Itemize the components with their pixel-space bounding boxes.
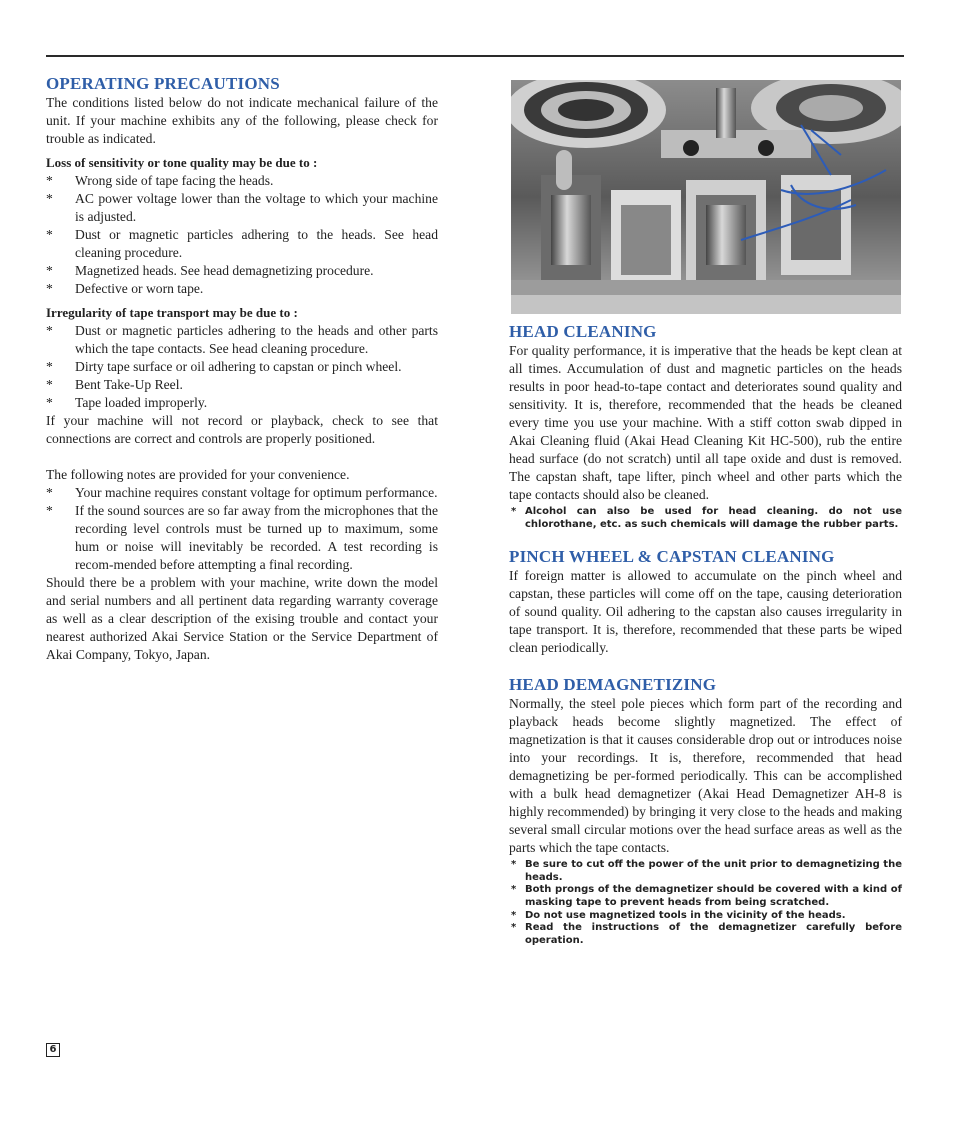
convenience-intro: The following notes are provided for your convenience.: [46, 467, 350, 482]
list-item: * Magnetized heads. See head demagnetizing procedure.: [46, 262, 438, 280]
tape-head-assembly-photo: [511, 80, 901, 314]
head-cleaning-notes: [509, 506, 902, 531]
operating-intro: The conditions listed below do not indicate mechanical failure of the unit. If your machine exhibits any of the following, please check for trouble as indicated.: [46, 95, 438, 146]
list-item: * Be sure to cut off the power of the unit prior to demagnetizing the heads.: [509, 859, 902, 884]
pinch-wheel-body: If foreign matter is allowed to accumulate on the pinch wheel and capstan, these particles will come off on the tape, causing deterioration of sound quality. Oil adhering to the capstan also causes irregularity in tape transport. It is, therefore, recommended that these parts be wiped clean periodically.: [509, 568, 902, 656]
pinch-wheel-heading: PINCH WHEEL & CAPSTAN CLEANING: [509, 547, 835, 567]
top-rule: [46, 55, 904, 57]
loss-heading: Loss of sensitivity or tone quality may be due to :: [46, 155, 318, 170]
head-cleaning-body: For quality performance, it is imperative that the heads be kept clean at all times. Accumulation of dust and magnetic particles on the heads results in poor head-to-tape contact and deteriorates sound quality and sensitivity. It is, therefore, recommended that the heads be cleaned every time you use your machine. With a stiff cotton swab dipped in Akai Cleaning fluid (Akai Head Cleaning Kit HC-500), rub the entire head surface (do not scratch) until all tape oxide and dust is removed. The capstan shaft, tape lifter, pinch wheel and other parts which the tape contacts should also be cleaned.: [509, 343, 902, 502]
demag-notes: [509, 859, 902, 947]
right-column: [509, 322, 902, 947]
list-item: * Your machine requires constant voltage for optimum performance.: [46, 484, 438, 502]
list-item: * Dust or magnetic particles adhering to the heads and other parts which the tape contacts. See head cleaning procedure.: [46, 322, 438, 358]
list-item: * If the sound sources are so far away from the microphones that the recording level controls must be turned up to maximum, some hum or noise will inevitably be recorded. A test recording is recom-mended before attempting a final recording.: [46, 502, 438, 574]
list-item: * AC power voltage lower than the voltage to which your machine is adjusted.: [46, 190, 438, 226]
loss-list: [46, 172, 438, 298]
list-item: * Dirty tape surface or oil adhering to capstan or pinch wheel.: [46, 358, 438, 376]
problem-note: Should there be a problem with your machine, write down the model and serial numbers and all pertinent data regarding warranty coverage as well as a clear description of the exising trouble and contact your nearest authorized Akai Service Station or the Service Department of Akai Company, Tokyo, Japan.: [46, 575, 438, 662]
list-item: * Wrong side of tape facing the heads.: [46, 172, 438, 190]
record-note: If your machine will not record or playback, check to see that connections are correct and controls are properly positioned.: [46, 413, 438, 446]
list-item: * Alcohol can also be used for head cleaning. do not use chlorothane, etc. as such chemicals will damage the rubber parts.: [509, 506, 902, 531]
head-demagnetizing-heading: HEAD DEMAGNETIZING: [509, 675, 717, 695]
list-item: * Defective or worn tape.: [46, 280, 438, 298]
left-column: [46, 74, 438, 664]
list-item: * Read the instructions of the demagnetizer carefully before operation.: [509, 922, 902, 947]
convenience-list: [46, 484, 438, 574]
head-cleaning-heading: HEAD CLEANING: [509, 322, 657, 341]
operating-precautions-heading: OPERATING PRECAUTIONS: [46, 74, 280, 93]
list-item: * Tape loaded improperly.: [46, 394, 438, 412]
irregularity-heading: Irregularity of tape transport may be due to :: [46, 305, 298, 320]
list-item: * Both prongs of the demagnetizer should be covered with a kind of masking tape to prevent heads from being scratched.: [509, 884, 902, 909]
head-demagnetizing-body: Normally, the steel pole pieces which form part of the recording and playback heads become slightly magnetized. The effect of magnetization is that it causes considerable drop out or introduces noise into your recordings. It is, therefore, recommended that head demagnetizing be per-formed periodically. This can be accomplished with a bulk head demagnetizer (Akai Head Demagnetizer AH-8 is highly recommended) by bringing it very close to the heads and making several small circular motions over the head surface areas as well as the parts which the tape contacts.: [509, 696, 902, 856]
irregularity-list: [46, 322, 438, 412]
page-number: 6: [46, 1043, 60, 1057]
list-item: * Do not use magnetized tools in the vicinity of the heads.: [509, 910, 902, 923]
list-item: * Dust or magnetic particles adhering to the heads. See head cleaning procedure.: [46, 226, 438, 262]
list-item: * Bent Take-Up Reel.: [46, 376, 438, 394]
